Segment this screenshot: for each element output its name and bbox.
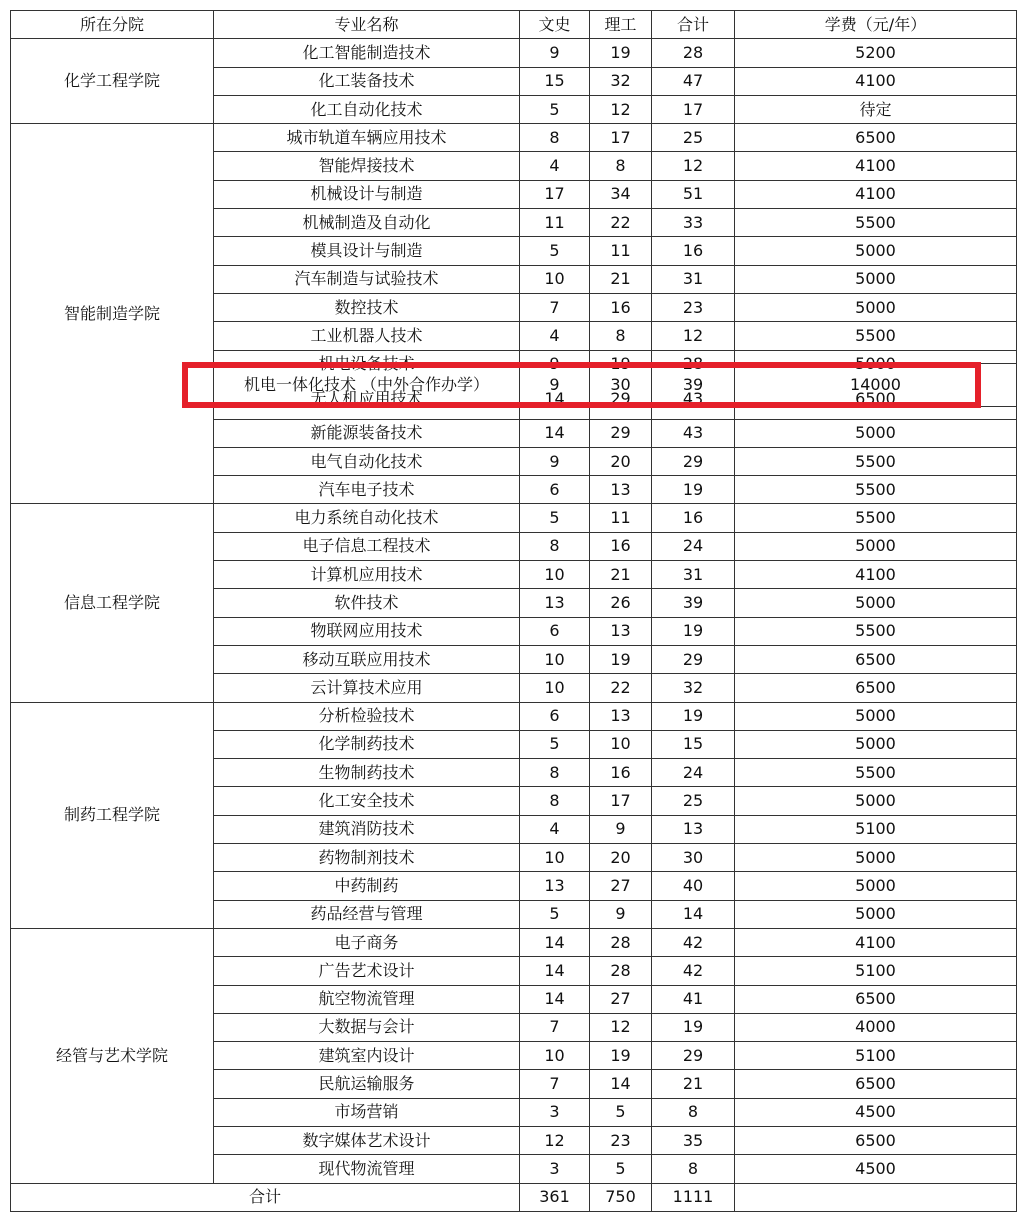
- ligong-cell: 22: [590, 209, 652, 237]
- total-cell: 29: [652, 645, 735, 673]
- totals-fee: [735, 1183, 1017, 1211]
- ligong-cell: 19: [590, 1042, 652, 1070]
- ligong-cell: 29: [590, 406, 652, 419]
- fee-cell: 待定: [735, 95, 1017, 123]
- major-cell: 电力系统自动化技术: [214, 504, 520, 532]
- major-cell: 电子商务: [214, 928, 520, 956]
- wenshi-cell: 5: [520, 730, 590, 758]
- major-cell: 模具设计与制造: [214, 237, 520, 265]
- fee-cell: 5500: [735, 476, 1017, 504]
- total-cell: 15: [652, 730, 735, 758]
- fee-cell: 5000: [735, 237, 1017, 265]
- fee-cell: 5500: [735, 322, 1017, 350]
- header-fee: 学费（元/年）: [735, 11, 1017, 39]
- major-cell: 数字媒体艺术设计: [214, 1126, 520, 1154]
- school-cell: 信息工程学院: [11, 504, 214, 702]
- major-cell: 机械制造及自动化: [214, 209, 520, 237]
- fee-cell: 4100: [735, 928, 1017, 956]
- ligong-cell: 8: [590, 322, 652, 350]
- fee-cell: 4100: [735, 561, 1017, 589]
- wenshi-cell: 4: [520, 322, 590, 350]
- wenshi-cell: 8: [520, 532, 590, 560]
- ligong-cell: 9: [590, 815, 652, 843]
- total-cell: 13: [652, 815, 735, 843]
- fee-cell: 5000: [735, 900, 1017, 928]
- fee-cell: 5500: [735, 504, 1017, 532]
- school-cell: 化学工程学院: [11, 39, 214, 124]
- total-cell: 39: [652, 363, 735, 406]
- wenshi-cell: 10: [520, 1042, 590, 1070]
- fee-cell: 5100: [735, 957, 1017, 985]
- major-cell: 建筑消防技术: [214, 815, 520, 843]
- ligong-cell: 30: [590, 363, 652, 406]
- major-cell: 软件技术: [214, 589, 520, 617]
- total-cell: 40: [652, 872, 735, 900]
- wenshi-cell: 3: [520, 1155, 590, 1183]
- ligong-cell: 12: [590, 95, 652, 123]
- fee-cell: 6500: [735, 645, 1017, 673]
- total-cell: 43: [652, 406, 735, 419]
- ligong-cell: 21: [590, 265, 652, 293]
- total-cell: 29: [652, 1042, 735, 1070]
- ligong-cell: 28: [590, 957, 652, 985]
- major-cell: 建筑室内设计: [214, 1042, 520, 1070]
- wenshi-cell: 14: [520, 928, 590, 956]
- wenshi-cell: 9: [520, 350, 590, 363]
- major-cell: 城市轨道车辆应用技术: [214, 124, 520, 152]
- ligong-cell: 19: [590, 39, 652, 67]
- total-cell: 29: [652, 447, 735, 475]
- wenshi-cell: 14: [520, 957, 590, 985]
- fee-cell: 5000: [735, 872, 1017, 900]
- ligong-cell: 27: [590, 872, 652, 900]
- major-cell: 无人机应用技术: [214, 406, 520, 419]
- ligong-cell: 21: [590, 561, 652, 589]
- totals-total: 1111: [652, 1183, 735, 1211]
- fee-cell: 5100: [735, 815, 1017, 843]
- total-cell: 31: [652, 561, 735, 589]
- major-cell: 广告艺术设计: [214, 957, 520, 985]
- ligong-cell: 23: [590, 1126, 652, 1154]
- ligong-cell: 12: [590, 1013, 652, 1041]
- fee-cell: 4500: [735, 1155, 1017, 1183]
- major-cell: 大数据与会计: [214, 1013, 520, 1041]
- total-cell: 28: [652, 350, 735, 363]
- wenshi-cell: 12: [520, 1126, 590, 1154]
- total-cell: 41: [652, 985, 735, 1013]
- major-cell: 汽车电子技术: [214, 476, 520, 504]
- major-cell: 计算机应用技术: [214, 561, 520, 589]
- total-cell: 51: [652, 180, 735, 208]
- wenshi-cell: 15: [520, 67, 590, 95]
- ligong-cell: 34: [590, 180, 652, 208]
- ligong-cell: 16: [590, 293, 652, 321]
- wenshi-cell: 4: [520, 152, 590, 180]
- header-ligong: 理工: [590, 11, 652, 39]
- wenshi-cell: 14: [520, 419, 590, 447]
- total-cell: 24: [652, 532, 735, 560]
- totals-ligong: 750: [590, 1183, 652, 1211]
- header-school: 所在分院: [11, 11, 214, 39]
- major-cell: 化工智能制造技术: [214, 39, 520, 67]
- ligong-cell: 32: [590, 67, 652, 95]
- total-cell: 25: [652, 787, 735, 815]
- wenshi-cell: 8: [520, 124, 590, 152]
- fee-cell: 4000: [735, 1013, 1017, 1041]
- wenshi-cell: 6: [520, 702, 590, 730]
- wenshi-cell: 8: [520, 759, 590, 787]
- fee-cell: 6500: [735, 406, 1017, 419]
- total-cell: 19: [652, 476, 735, 504]
- total-cell: 43: [652, 419, 735, 447]
- wenshi-cell: 14: [520, 406, 590, 419]
- header-total: 合计: [652, 11, 735, 39]
- table-row: [11, 39, 1017, 67]
- fee-cell: 5100: [735, 1042, 1017, 1070]
- total-cell: 28: [652, 39, 735, 67]
- fee-cell: 5500: [735, 759, 1017, 787]
- ligong-cell: 14: [590, 1070, 652, 1098]
- wenshi-cell: 7: [520, 293, 590, 321]
- ligong-cell: 20: [590, 844, 652, 872]
- total-cell: 23: [652, 293, 735, 321]
- major-cell: 民航运输服务: [214, 1070, 520, 1098]
- fee-cell: 5000: [735, 589, 1017, 617]
- total-cell: 16: [652, 504, 735, 532]
- wenshi-cell: 10: [520, 674, 590, 702]
- ligong-cell: 13: [590, 702, 652, 730]
- wenshi-cell: 10: [520, 645, 590, 673]
- wenshi-cell: 10: [520, 561, 590, 589]
- header-major: 专业名称: [214, 11, 520, 39]
- total-cell: 42: [652, 928, 735, 956]
- fee-cell: 4100: [735, 152, 1017, 180]
- wenshi-cell: 5: [520, 95, 590, 123]
- major-cell: 化工装备技术: [214, 67, 520, 95]
- major-cell: 现代物流管理: [214, 1155, 520, 1183]
- enrollment-table: [10, 10, 1017, 1212]
- major-cell: 化工安全技术: [214, 787, 520, 815]
- major-cell: 化工自动化技术: [214, 95, 520, 123]
- school-cell: 经管与艺术学院: [11, 928, 214, 1183]
- fee-cell: 5000: [735, 350, 1017, 363]
- total-cell: 47: [652, 67, 735, 95]
- totals-row: [11, 1183, 1017, 1211]
- ligong-cell: 9: [590, 900, 652, 928]
- totals-label: 合计: [11, 1183, 520, 1211]
- total-cell: 8: [652, 1155, 735, 1183]
- major-cell: 药品经营与管理: [214, 900, 520, 928]
- totals-wenshi: 361: [520, 1183, 590, 1211]
- total-cell: 35: [652, 1126, 735, 1154]
- ligong-cell: 16: [590, 532, 652, 560]
- wenshi-cell: 13: [520, 589, 590, 617]
- fee-cell: 5000: [735, 419, 1017, 447]
- fee-cell: 14000: [735, 363, 1017, 406]
- table-row: [11, 702, 1017, 730]
- wenshi-cell: 10: [520, 844, 590, 872]
- major-cell: 电气自动化技术: [214, 447, 520, 475]
- ligong-cell: 20: [590, 447, 652, 475]
- wenshi-cell: 8: [520, 787, 590, 815]
- table-row: [11, 124, 1017, 152]
- fee-cell: 5000: [735, 293, 1017, 321]
- fee-cell: 4100: [735, 67, 1017, 95]
- fee-cell: 4500: [735, 1098, 1017, 1126]
- major-cell: 汽车制造与试验技术: [214, 265, 520, 293]
- total-cell: 19: [652, 702, 735, 730]
- wenshi-cell: 6: [520, 617, 590, 645]
- fee-cell: 5500: [735, 209, 1017, 237]
- total-cell: 30: [652, 844, 735, 872]
- total-cell: 31: [652, 265, 735, 293]
- wenshi-cell: 13: [520, 872, 590, 900]
- total-cell: 42: [652, 957, 735, 985]
- ligong-cell: 28: [590, 928, 652, 956]
- wenshi-cell: 6: [520, 476, 590, 504]
- fee-cell: 5000: [735, 844, 1017, 872]
- fee-cell: 5000: [735, 532, 1017, 560]
- total-cell: 32: [652, 674, 735, 702]
- ligong-cell: 11: [590, 504, 652, 532]
- ligong-cell: 17: [590, 787, 652, 815]
- total-cell: 21: [652, 1070, 735, 1098]
- wenshi-cell: 3: [520, 1098, 590, 1126]
- fee-cell: 6500: [735, 674, 1017, 702]
- ligong-cell: 13: [590, 476, 652, 504]
- header-wenshi: 文史: [520, 11, 590, 39]
- wenshi-cell: 11: [520, 209, 590, 237]
- total-cell: 25: [652, 124, 735, 152]
- wenshi-cell: 7: [520, 1070, 590, 1098]
- total-cell: 19: [652, 617, 735, 645]
- major-cell: 智能焊接技术: [214, 152, 520, 180]
- fee-cell: 5000: [735, 265, 1017, 293]
- fee-cell: 5000: [735, 787, 1017, 815]
- total-cell: 12: [652, 152, 735, 180]
- major-cell: 药物制剂技术: [214, 844, 520, 872]
- major-cell: 移动互联应用技术: [214, 645, 520, 673]
- ligong-cell: 10: [590, 730, 652, 758]
- ligong-cell: 13: [590, 617, 652, 645]
- major-cell: 数控技术: [214, 293, 520, 321]
- wenshi-cell: 7: [520, 1013, 590, 1041]
- total-cell: 39: [652, 589, 735, 617]
- total-cell: 8: [652, 1098, 735, 1126]
- fee-cell: 6500: [735, 1126, 1017, 1154]
- major-cell: 机械设计与制造: [214, 180, 520, 208]
- major-cell: 电子信息工程技术: [214, 532, 520, 560]
- ligong-cell: 29: [590, 419, 652, 447]
- total-cell: 16: [652, 237, 735, 265]
- wenshi-cell: 9: [520, 447, 590, 475]
- fee-cell: 5000: [735, 702, 1017, 730]
- wenshi-cell: 10: [520, 265, 590, 293]
- ligong-cell: 5: [590, 1155, 652, 1183]
- wenshi-cell: 9: [520, 363, 590, 406]
- ligong-cell: 16: [590, 759, 652, 787]
- total-cell: 24: [652, 759, 735, 787]
- header-row: [11, 11, 1017, 39]
- fee-cell: 4100: [735, 180, 1017, 208]
- wenshi-cell: 5: [520, 237, 590, 265]
- fee-cell: 6500: [735, 1070, 1017, 1098]
- wenshi-cell: 4: [520, 815, 590, 843]
- table-row: [11, 928, 1017, 956]
- wenshi-cell: 5: [520, 900, 590, 928]
- total-cell: 19: [652, 1013, 735, 1041]
- ligong-cell: 19: [590, 645, 652, 673]
- ligong-cell: 17: [590, 124, 652, 152]
- major-cell: 机电一体化技术 （中外合作办学）: [214, 363, 520, 406]
- ligong-cell: 27: [590, 985, 652, 1013]
- ligong-cell: 19: [590, 350, 652, 363]
- major-cell: 化学制药技术: [214, 730, 520, 758]
- wenshi-cell: 9: [520, 39, 590, 67]
- total-cell: 12: [652, 322, 735, 350]
- ligong-cell: 26: [590, 589, 652, 617]
- total-cell: 17: [652, 95, 735, 123]
- total-cell: 14: [652, 900, 735, 928]
- major-cell: 航空物流管理: [214, 985, 520, 1013]
- table-row: [11, 504, 1017, 532]
- major-cell: 物联网应用技术: [214, 617, 520, 645]
- wenshi-cell: 14: [520, 985, 590, 1013]
- wenshi-cell: 5: [520, 504, 590, 532]
- ligong-cell: 5: [590, 1098, 652, 1126]
- fee-cell: 5200: [735, 39, 1017, 67]
- ligong-cell: 22: [590, 674, 652, 702]
- fee-cell: 5000: [735, 730, 1017, 758]
- major-cell: 云计算技术应用: [214, 674, 520, 702]
- major-cell: 工业机器人技术: [214, 322, 520, 350]
- major-cell: 市场营销: [214, 1098, 520, 1126]
- fee-cell: 5500: [735, 617, 1017, 645]
- major-cell: 分析检验技术: [214, 702, 520, 730]
- fee-cell: 5500: [735, 447, 1017, 475]
- ligong-cell: 8: [590, 152, 652, 180]
- enrollment-table-wrapper: [10, 10, 1017, 1212]
- major-cell: 新能源装备技术: [214, 419, 520, 447]
- school-cell: 制药工程学院: [11, 702, 214, 928]
- major-cell: 机电设备技术: [214, 350, 520, 363]
- fee-cell: 6500: [735, 124, 1017, 152]
- major-cell: 生物制药技术: [214, 759, 520, 787]
- fee-cell: 6500: [735, 985, 1017, 1013]
- major-cell: 中药制药: [214, 872, 520, 900]
- total-cell: 33: [652, 209, 735, 237]
- wenshi-cell: 17: [520, 180, 590, 208]
- school-cell: 智能制造学院: [11, 124, 214, 504]
- ligong-cell: 11: [590, 237, 652, 265]
